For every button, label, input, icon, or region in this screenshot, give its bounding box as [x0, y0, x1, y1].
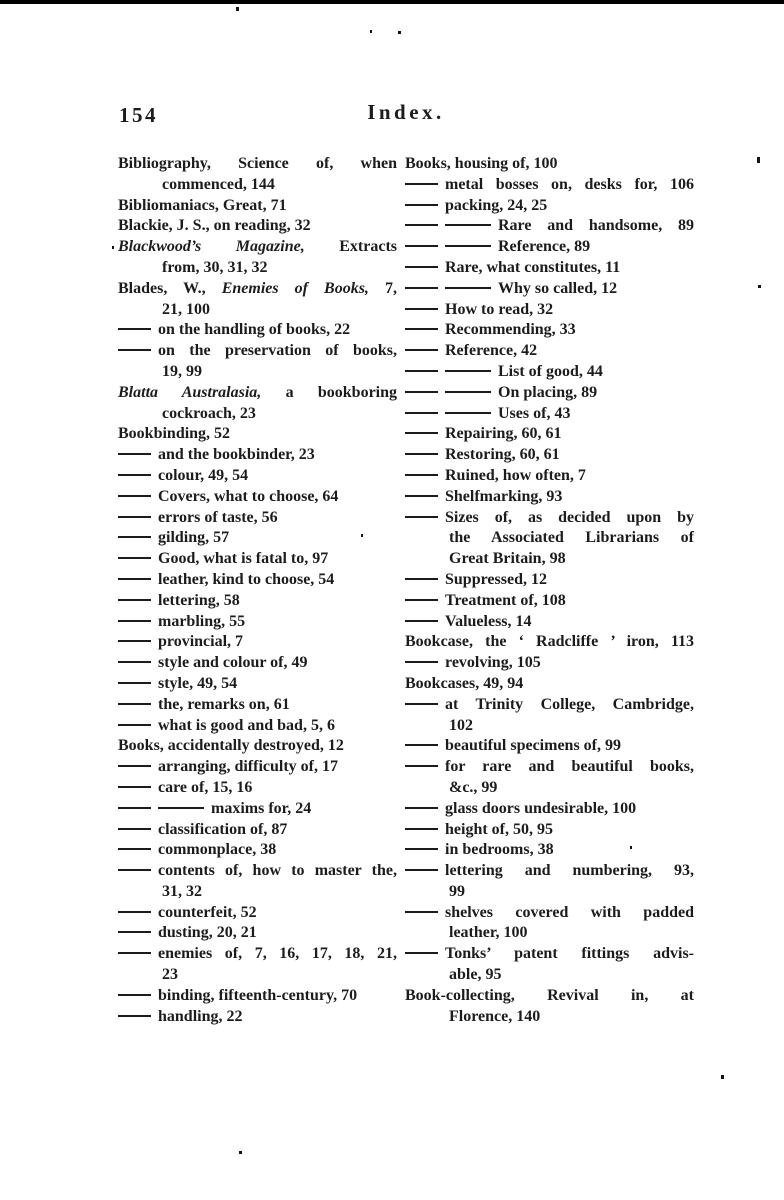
index-line: [405, 216, 694, 237]
index-text: shelves covered with padded: [445, 903, 694, 921]
index-line: [118, 923, 397, 944]
index-line: [118, 549, 397, 570]
index-text: List of good, 44: [498, 362, 603, 380]
index-line: [405, 320, 694, 341]
index-line: [118, 944, 397, 965]
index-text: marbling, 55: [158, 612, 246, 630]
index-text: Bookcases, 49, 94: [405, 674, 524, 692]
index-text: Florence, 140: [449, 1007, 541, 1025]
index-text: Books, housing of, 100: [405, 155, 558, 172]
index-text: maxims for, 24: [211, 799, 312, 817]
index-text: Blades, W.,: [118, 279, 222, 297]
index-line: [405, 632, 694, 653]
index-text: Book-collecting, Revival in, at: [405, 986, 694, 1004]
scan-speck: [239, 1151, 242, 1154]
index-line: [118, 861, 397, 882]
index-text: what is good and bad, 5, 6: [158, 716, 335, 734]
index-text: Bibliomaniacs, Great, 71: [118, 196, 287, 214]
index-text: 23: [162, 966, 178, 984]
ditto-dash: [405, 911, 438, 913]
index-line: [118, 674, 397, 695]
index-line: [405, 612, 694, 633]
index-text: Uses of, 43: [498, 404, 571, 422]
index-text: Bookbinding, 52: [118, 425, 231, 443]
index-text: lettering and numbering, 93,: [445, 862, 694, 880]
page-title: Index.: [367, 100, 445, 124]
index-line: [118, 300, 397, 321]
scan-speck: [361, 534, 363, 537]
index-line: [118, 612, 397, 633]
index-text: Covers, what to choose, 64: [158, 487, 339, 505]
index-text: Good, what is fatal to, 97: [158, 550, 329, 568]
index-line: [405, 695, 694, 716]
index-line: [118, 466, 397, 487]
index-line: [405, 549, 694, 570]
index-line: [405, 986, 694, 1007]
index-line: [118, 695, 397, 716]
index-text: Books, accidentally destroyed, 12: [118, 737, 344, 755]
index-line: [118, 736, 397, 757]
index-line: [405, 778, 694, 799]
index-text: &c., 99: [449, 778, 498, 796]
index-line: [405, 466, 694, 487]
index-line: [118, 196, 397, 217]
index-text: 7,: [368, 279, 397, 297]
ditto-dash: [405, 807, 438, 809]
ditto-dash: [118, 495, 151, 497]
index-text: 19, 99: [162, 362, 202, 380]
index-text: Blatta Australasia,: [118, 383, 262, 401]
index-text: Why so called, 12: [498, 279, 618, 297]
ditto-dash: [118, 599, 151, 601]
index-line: [405, 591, 694, 612]
ditto-dash: [405, 495, 438, 497]
index-line: [118, 1007, 397, 1028]
index-text: leather, 100: [449, 924, 528, 942]
ditto-dash: [118, 828, 151, 830]
index-text: on the handling of books, 22: [158, 321, 351, 339]
index-text: Sizes of, as decided upon by: [445, 508, 694, 526]
index-text: Shelfmarking, 93: [445, 487, 563, 505]
index-text: Suppressed, 12: [445, 570, 547, 588]
ditto-dash: [405, 765, 438, 767]
index-text: a bookboring: [261, 383, 397, 401]
index-text: gilding, 57: [158, 529, 230, 547]
index-line: [405, 820, 694, 841]
index-text: revolving, 105: [445, 654, 541, 672]
index-line: [118, 632, 397, 653]
index-line: [118, 653, 397, 674]
index-line: [118, 216, 397, 237]
ditto-dash: [405, 952, 438, 954]
ditto-dash: [118, 536, 151, 538]
index-text: Recommending, 33: [445, 321, 576, 339]
ditto-dash: [405, 349, 438, 351]
index-text: leather, kind to choose, 54: [158, 570, 335, 588]
ditto-dash: [405, 412, 438, 414]
index-line: [118, 778, 397, 799]
index-line: [405, 923, 694, 944]
index-line: [118, 570, 397, 591]
index-text: Tonks’ patent fittings advis-: [445, 945, 694, 963]
index-line: [405, 487, 694, 508]
index-text: commonplace, 38: [158, 841, 277, 859]
index-text: Reference, 42: [445, 342, 538, 360]
ditto-dash: [118, 557, 151, 559]
scan-speck: [370, 30, 372, 33]
index-text: for rare and beautiful books,: [445, 758, 694, 776]
scan-speck: [630, 846, 632, 849]
ditto-dash: [118, 994, 151, 996]
ditto-dash: [405, 828, 438, 830]
index-text: Restoring, 60, 61: [445, 446, 560, 464]
index-text: Valueless, 14: [445, 612, 532, 630]
index-line: [405, 1007, 694, 1028]
index-line: [118, 445, 397, 466]
index-line: [405, 279, 694, 300]
ditto-dash: [405, 328, 438, 330]
ditto-dash: [445, 245, 491, 247]
ditto-dash: [118, 328, 151, 330]
index-text: classification of, 87: [158, 820, 288, 838]
index-text: Great Britain, 98: [449, 550, 566, 568]
ditto-dash: [405, 474, 438, 476]
index-text: How to read, 32: [445, 300, 554, 318]
index-line: [118, 716, 397, 737]
index-line: [118, 424, 397, 445]
index-column-right: [405, 154, 694, 1027]
ditto-dash: [445, 391, 491, 393]
index-line: [405, 840, 694, 861]
index-line: [405, 965, 694, 986]
ditto-dash: [118, 703, 151, 705]
index-text: able, 95: [449, 966, 502, 984]
index-text: cockroach, 23: [162, 404, 256, 422]
index-line: [118, 882, 397, 903]
index-column-left: [118, 154, 397, 1027]
index-line: [118, 799, 397, 820]
index-text: commenced, 144: [162, 175, 275, 193]
index-text: Blackie, J. S., on reading, 32: [118, 217, 311, 235]
ditto-dash: [118, 453, 151, 455]
ditto-dash: [445, 370, 491, 372]
index-columns: [118, 154, 784, 1027]
index-line: [405, 716, 694, 737]
index-text: the, remarks on, 61: [158, 695, 290, 713]
ditto-dash: [405, 308, 438, 310]
ditto-dash: [118, 516, 151, 518]
ditto-dash: [405, 661, 438, 663]
index-text: the Associated Librarians of: [449, 529, 694, 547]
index-text: Rare and handsome, 89: [498, 217, 694, 235]
index-line: [405, 383, 694, 404]
index-text: Bookcase, the ‘ Radcliffe ’ iron, 113: [405, 633, 694, 651]
index-text: metal bosses on, desks for, 106: [445, 175, 694, 193]
ditto-dash: [445, 224, 491, 226]
ditto-dash: [118, 724, 151, 726]
page-number: 154: [119, 103, 158, 127]
index-line: [405, 674, 694, 695]
ditto-dash: [118, 578, 151, 580]
index-line: [405, 944, 694, 965]
index-line: [118, 757, 397, 778]
index-text: counterfeit, 52: [158, 903, 257, 921]
index-line: [405, 154, 694, 175]
index-line: [405, 757, 694, 778]
index-line: [118, 154, 397, 175]
index-line: [118, 383, 397, 404]
index-text: On placing, 89: [498, 383, 598, 401]
index-line: [118, 487, 397, 508]
index-line: [405, 736, 694, 757]
index-text: lettering, 58: [158, 591, 240, 609]
ditto-dash: [118, 682, 151, 684]
ditto-dash: [405, 245, 438, 247]
index-text: dusting, 20, 21: [158, 924, 257, 942]
page-header: [0, 100, 784, 132]
index-text: errors of taste, 56: [158, 508, 278, 526]
top-border: [0, 0, 784, 4]
ditto-dash: [405, 391, 438, 393]
ditto-dash: [118, 848, 151, 850]
index-line: [405, 404, 694, 425]
index-line: [118, 986, 397, 1007]
ditto-dash: [405, 578, 438, 580]
index-line: [118, 903, 397, 924]
ditto-dash: [118, 931, 151, 933]
index-text: Blackwood’s Magazine,: [118, 238, 305, 256]
index-line: [405, 570, 694, 591]
ditto-dash: [405, 869, 438, 871]
index-line: [405, 445, 694, 466]
index-text: and the bookbinder, 23: [158, 446, 315, 464]
ditto-dash: [405, 703, 438, 705]
index-text: at Trinity College, Cambridge,: [445, 695, 694, 713]
ditto-dash: [158, 807, 204, 809]
ditto-dash: [118, 952, 151, 954]
ditto-dash: [118, 474, 151, 476]
ditto-dash: [405, 266, 438, 268]
index-text: colour, 49, 54: [158, 466, 249, 484]
index-line: [405, 175, 694, 196]
index-line: [118, 840, 397, 861]
index-line: [118, 965, 397, 986]
index-line: [118, 591, 397, 612]
scan-speck: [112, 246, 114, 249]
ditto-dash: [118, 786, 151, 788]
index-text: contents of, how to master the,: [158, 862, 397, 880]
index-line: [405, 424, 694, 445]
ditto-dash: [118, 620, 151, 622]
index-line: [405, 653, 694, 674]
index-line: [118, 279, 397, 300]
index-text: packing, 24, 25: [445, 196, 548, 214]
index-line: [405, 508, 694, 529]
index-line: [405, 258, 694, 279]
ditto-dash: [405, 453, 438, 455]
index-text: height of, 50, 95: [445, 820, 553, 838]
ditto-dash: [405, 370, 438, 372]
scan-speck: [721, 1075, 724, 1079]
index-line: [405, 196, 694, 217]
ditto-dash: [118, 869, 151, 871]
index-text: Ruined, how often, 7: [445, 466, 586, 484]
index-text: binding, fifteenth-century, 70: [158, 986, 358, 1004]
ditto-dash: [445, 287, 491, 289]
index-text: Reference, 89: [498, 238, 591, 256]
index-text: 99: [449, 882, 465, 900]
scan-speck: [757, 157, 760, 163]
index-text: 102: [449, 716, 473, 734]
index-text: style and colour of, 49: [158, 654, 308, 672]
index-text: care of, 15, 16: [158, 778, 253, 796]
index-text: 31, 32: [162, 882, 202, 900]
index-text: enemies of, 7, 16, 17, 18, 21,: [158, 945, 397, 963]
ditto-dash: [405, 516, 438, 518]
index-line: [405, 528, 694, 549]
ditto-dash: [118, 661, 151, 663]
ditto-dash: [118, 349, 151, 351]
ditto-dash: [118, 807, 151, 809]
index-text: in bedrooms, 38: [445, 841, 554, 859]
index-text: Repairing, 60, 61: [445, 425, 562, 443]
ditto-dash: [405, 599, 438, 601]
index-text: Enemies of Books,: [221, 279, 369, 297]
index-text: Rare, what constitutes, 11: [445, 258, 621, 276]
index-text: handling, 22: [158, 1007, 243, 1025]
index-line: [118, 258, 397, 279]
index-text: from, 30, 31, 32: [162, 258, 268, 276]
index-line: [118, 508, 397, 529]
index-line: [405, 341, 694, 362]
index-text: provincial, 7: [158, 633, 244, 651]
index-line: [405, 882, 694, 903]
index-line: [405, 799, 694, 820]
index-text: arranging, difficulty of, 17: [158, 758, 338, 776]
ditto-dash: [118, 1015, 151, 1017]
index-text: 21, 100: [162, 300, 210, 318]
index-text: beautiful specimens of, 99: [445, 737, 621, 755]
index-line: [118, 175, 397, 196]
index-line: [118, 820, 397, 841]
index-line: [118, 237, 397, 258]
scan-speck: [236, 7, 239, 11]
index-line: [405, 362, 694, 383]
index-text: glass doors undesirable, 100: [445, 799, 637, 817]
ditto-dash: [405, 183, 438, 185]
index-text: on the preservation of books,: [158, 342, 397, 360]
index-text: Treatment of, 108: [445, 591, 566, 609]
index-text: Bibliography, Science of, when: [118, 155, 397, 172]
index-line: [118, 362, 397, 383]
index-line: [405, 300, 694, 321]
index-line: [405, 861, 694, 882]
ditto-dash: [118, 765, 151, 767]
index-text: Extracts: [304, 238, 397, 256]
ditto-dash: [405, 620, 438, 622]
ditto-dash: [405, 744, 438, 746]
index-line: [118, 341, 397, 362]
ditto-dash: [445, 412, 491, 414]
ditto-dash: [405, 287, 438, 289]
ditto-dash: [405, 432, 438, 434]
index-line: [118, 320, 397, 341]
ditto-dash: [118, 911, 151, 913]
ditto-dash: [405, 224, 438, 226]
index-line: [405, 903, 694, 924]
index-line: [118, 404, 397, 425]
ditto-dash: [118, 640, 151, 642]
scan-speck: [758, 285, 761, 288]
index-line: [118, 528, 397, 549]
ditto-dash: [405, 848, 438, 850]
scan-speck: [398, 31, 401, 34]
ditto-dash: [405, 204, 438, 206]
index-text: style, 49, 54: [158, 674, 238, 692]
index-line: [405, 237, 694, 258]
